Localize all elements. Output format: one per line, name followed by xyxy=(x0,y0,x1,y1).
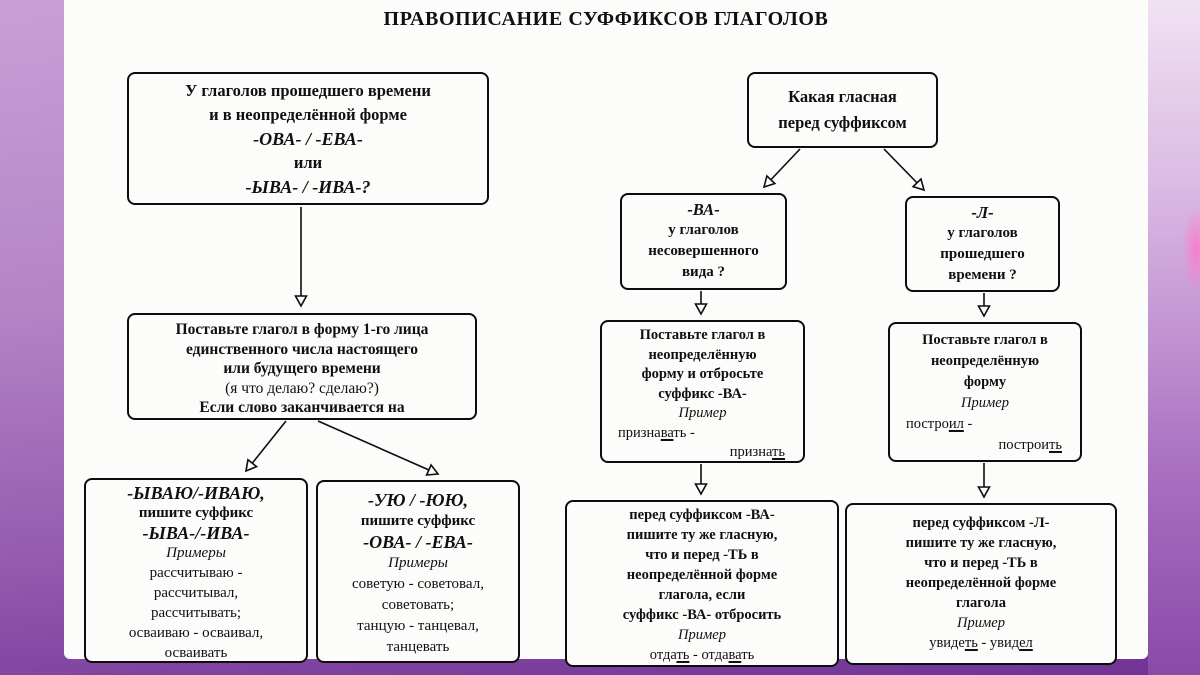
example-line xyxy=(896,414,1074,435)
step-line: Поставьте глагол в xyxy=(922,332,1048,348)
text-segment: отда xyxy=(649,647,677,663)
text-segment: призна xyxy=(729,444,773,460)
text-segment: призна xyxy=(618,424,661,441)
box-cond-va xyxy=(620,193,787,290)
step-line: неопределённую xyxy=(648,346,757,363)
text-segment: постро xyxy=(906,416,949,432)
example-line: осваивать xyxy=(164,645,228,661)
suffix-result: -ОВА- / -ЕВА- xyxy=(363,532,473,552)
suffix-option: -Л- xyxy=(971,203,994,222)
rule-line: пишите ту же гласную, xyxy=(626,527,778,543)
example-line xyxy=(608,424,797,444)
box-rule-l xyxy=(845,503,1117,665)
example-line: танцую - танцевал, xyxy=(357,618,479,634)
text-segment-underlined: ва xyxy=(728,647,742,663)
page-title: ПРАВОПИСАНИЕ СУФФИКСОВ ГЛАГОЛОВ xyxy=(383,8,829,30)
text-segment-underlined: ть xyxy=(964,635,978,651)
example-line xyxy=(851,633,1111,653)
text-segment-underlined: ть xyxy=(676,647,690,663)
rule-line: что и перед -ТЬ в xyxy=(645,547,759,563)
cond-line: вида ? xyxy=(681,264,726,280)
rule-line: перед суффиксом -ВА- xyxy=(629,507,775,523)
example-label: Пример xyxy=(957,615,1005,631)
step-line: форму и отбросьте xyxy=(641,366,764,382)
cond-line: несовершенного xyxy=(648,243,759,259)
example-line: осваиваю - осваивал, xyxy=(128,625,264,641)
step-line: Поставьте глагол в xyxy=(639,327,766,343)
text-segment-underlined: ел xyxy=(1019,635,1033,651)
text-segment: увиде xyxy=(929,635,965,651)
cond-line: прошедшего xyxy=(940,246,1025,262)
examples-label: Примеры xyxy=(388,555,448,571)
ending-head: -УЮ / -ЮЮ, xyxy=(367,490,469,510)
example-line: рассчитывал, xyxy=(153,585,239,601)
box-right-question xyxy=(747,72,938,148)
cond-line: времени ? xyxy=(948,267,1017,283)
example-line xyxy=(571,645,833,665)
photo-artifact-pink xyxy=(1182,205,1200,295)
rule-line: что и перед -ТЬ в xyxy=(924,555,1038,571)
rule-line: пишите суффикс xyxy=(360,513,476,529)
step-line: форму xyxy=(963,374,1007,390)
cond-line: у глаголов xyxy=(947,225,1018,241)
step-line: суффикс -ВА- xyxy=(658,385,747,402)
example-line: советую - советовал, xyxy=(352,576,484,592)
example-line xyxy=(608,443,797,463)
box-result-yvayu xyxy=(84,478,308,663)
step-line: Поставьте глагол в форму 1-го лица xyxy=(175,321,429,338)
question-line: перед суффиксом xyxy=(778,113,907,132)
box-result-uyu xyxy=(316,480,520,663)
box-left-question xyxy=(127,72,489,205)
photo-backdrop-right xyxy=(1148,0,1200,675)
text-segment-underlined: ть xyxy=(1049,437,1062,453)
rule-line: глагола, если xyxy=(658,587,746,603)
ending-head: -ЫВАЮ/-ИВАЮ, xyxy=(127,483,265,503)
box-step-l xyxy=(888,322,1082,462)
example-line: рассчитывать; xyxy=(150,605,242,621)
example-line xyxy=(896,435,1074,456)
text-segment: ть xyxy=(741,647,755,663)
step-line: Если слово заканчивается на xyxy=(199,399,405,416)
rule-line: перед суффиксом -Л- xyxy=(912,515,1050,531)
question-line: У глаголов прошедшего времени xyxy=(185,81,431,100)
suffix-option: -ВА- xyxy=(687,200,720,219)
rule-line: неопределённой форме xyxy=(905,575,1057,591)
box-step-va xyxy=(600,320,805,463)
box-rule-va xyxy=(565,500,839,667)
example-line: рассчитываю - xyxy=(149,565,243,581)
text-segment-underlined: ва xyxy=(660,424,674,441)
example-label: Пример xyxy=(961,395,1009,411)
text-segment: построи xyxy=(998,437,1050,453)
suffix-result: -ЫВА-/-ИВА- xyxy=(142,523,250,543)
suffix-option: -ЫВА- / -ИВА-? xyxy=(245,177,371,197)
example-line: танцевать xyxy=(386,639,450,655)
suffix-option: -ОВА- / -ЕВА- xyxy=(253,129,363,149)
rule-line: суффикс -ВА- отбросить xyxy=(622,607,782,623)
question-line: и в неопределённой форме xyxy=(209,105,407,124)
text-segment-underlined: ть xyxy=(772,444,785,460)
step-line: или будущего времени xyxy=(223,360,381,377)
example-label: Пример xyxy=(678,405,727,421)
text-segment-underlined: ил xyxy=(948,416,964,432)
rule-line: глагола xyxy=(956,595,1006,611)
question-line: или xyxy=(293,153,323,172)
cond-line: у глаголов xyxy=(668,222,739,238)
rule-line: неопределённой форме xyxy=(626,567,778,583)
rule-line: пишите суффикс xyxy=(138,505,254,521)
box-left-step xyxy=(127,313,477,420)
text-segment: - отда xyxy=(689,647,729,663)
box-cond-l xyxy=(905,196,1060,292)
examples-label: Примеры xyxy=(166,545,226,561)
rule-line: пишите ту же гласную, xyxy=(905,535,1057,551)
step-line: единственного числа настоящего xyxy=(185,340,419,358)
step-line: неопределённую xyxy=(930,353,1040,369)
example-label: Пример xyxy=(678,627,726,643)
text-segment: ть - xyxy=(673,424,695,441)
step-hint: (я что делаю? сделаю?) xyxy=(225,379,379,397)
text-segment: - xyxy=(963,416,973,432)
example-line: советовать; xyxy=(381,597,455,613)
text-segment: - увид xyxy=(977,635,1020,651)
question-line: Какая гласная xyxy=(788,87,897,106)
